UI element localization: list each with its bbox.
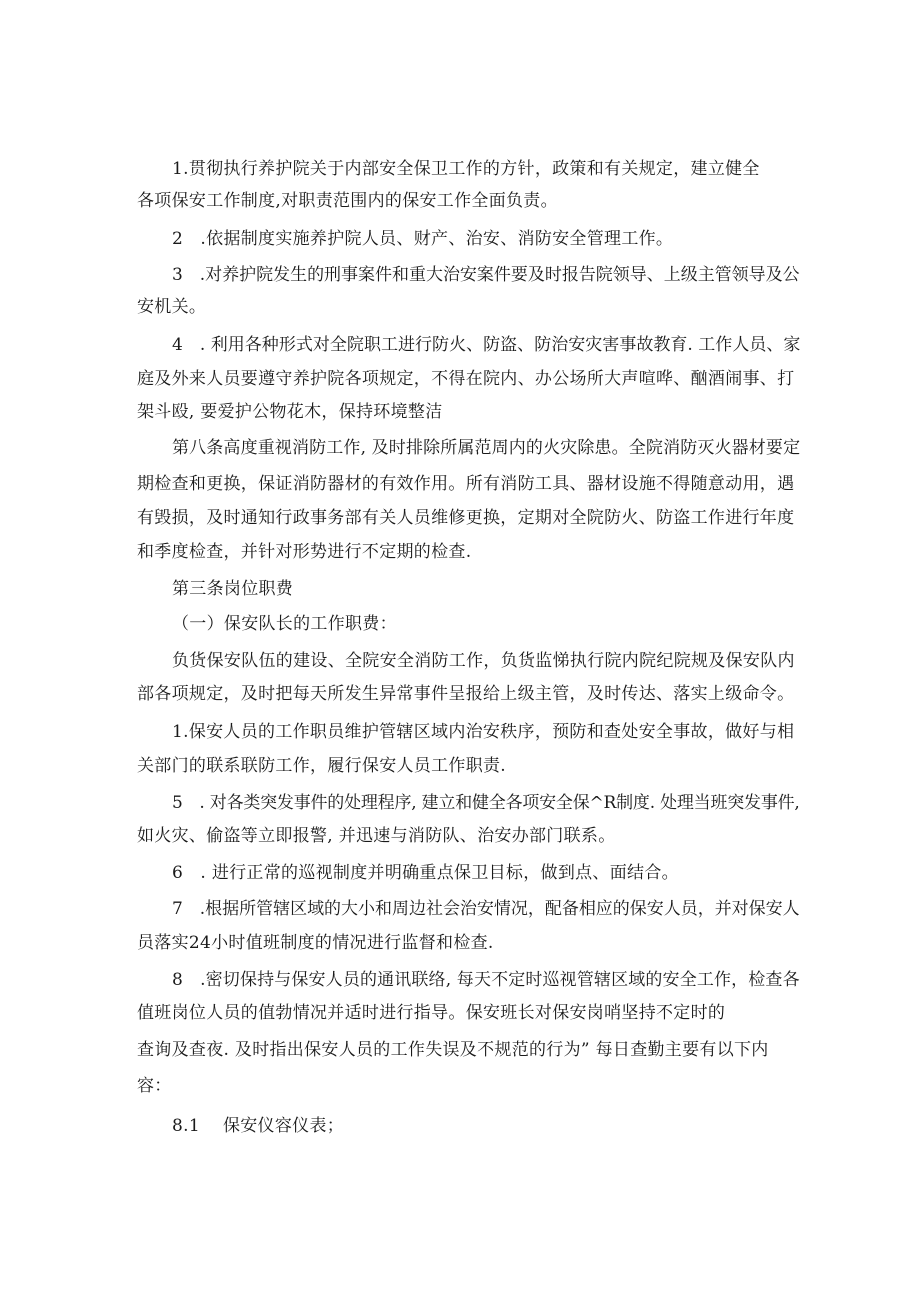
text-line: 如火灾、偷盗等立即报警, 并迅速与消防队、治安办部门联系。 [137, 826, 616, 846]
text-line: 员落实24小时值班制度的情况进行监督和检查. [137, 933, 494, 953]
text-line: 架斗殴, 要爱护公物花木，保持环境整洁 [137, 402, 443, 422]
text-line: 有毁损，及时通知行政事务部有关人员维修更换，定期对全院防火、防盗工作进行年度 [137, 508, 795, 528]
text-line: 5 . 对各类突发事件的处理程序, 建立和健全各项安全保^R制度. 处理当班突发事件, [172, 793, 800, 813]
text-line: 负货保安队伍的建设、全院安全消防工作，负货监悌执行院内院纪院规及保安队内 [172, 651, 795, 671]
text-line: 1.贯彻执行养护院关于内部安全保卫工作的方针，政策和有关规定，建立健全 [172, 159, 760, 179]
text-line: 1.保安人员的工作职员维护管辖区域内治安秩序，预防和查处安全事故，做好与相 [172, 722, 795, 742]
text-line: 查询及查夜. 及时指出保安人员的工作失误及不规范的行为” 每日查勤主要有以下内 [137, 1040, 769, 1060]
text-line: 8.1 保安仪容仪表； [172, 1116, 345, 1136]
text-line: 2 .依据制度实施养护院人员、财产、治安、消防安全管理工作。 [172, 229, 674, 249]
text-line: 和季度检查，并针对形势进行不定期的检查. [137, 542, 472, 562]
text-line: 值班岗位人员的值勃情况并适时进行指导。保安班长对保安岗哨坚持不定时的 [137, 1003, 726, 1023]
text-line: 各项保安工作制度,对职责范围内的保安工作全面负责。 [137, 191, 558, 211]
text-line: 6 . 进行正常的巡视制度并明确重点保卫目标，做到点、面结合。 [172, 863, 679, 883]
text-line: 庭及外来人员要遵守养护院各项规定，不得在院内、办公场所大声喧哗、酗酒闹事、打 [137, 369, 795, 389]
text-line: 期检查和更换，保证消防器材的有效作用。所有消防工具、器材设施不得随意动用，遇 [137, 474, 795, 494]
text-line: 部各项规定，及时把每天所发生异常事件呈报给上级主管，及时传达、落实上级命令。 [137, 684, 795, 704]
text-line: 安机关。 [137, 297, 207, 317]
section-heading: 第三条岗位职费 [172, 579, 294, 599]
subsection-heading: （一）保安队长的工作职费： [172, 614, 397, 634]
text-line: 7 .根据所管辖区域的大小和周边社会治安情况，配备相应的保安人员，并对保安人 [172, 899, 800, 919]
text-line: 4 . 利用各种形式对全院职工进行防火、防盗、防治安灾害事故教育. 工作人员、家 [172, 335, 801, 355]
text-line: 容： [137, 1076, 172, 1096]
text-line: 第八条高度重视消防工作, 及时排除所属范周内的火灾除患。全院消防灭火器材要定 [172, 438, 801, 458]
text-line: 3 .对养护院发生的刑事案件和重大治安案件要及时报告院领导、上级主管领导及公 [172, 265, 800, 285]
text-line: 关部门的联系联防工作，履行保安人员工作职责. [137, 756, 507, 776]
text-line: 8 .密切保持与保安人员的通讯联络, 每天不定时巡视管辖区域的安全工作，检查各 [172, 970, 800, 990]
